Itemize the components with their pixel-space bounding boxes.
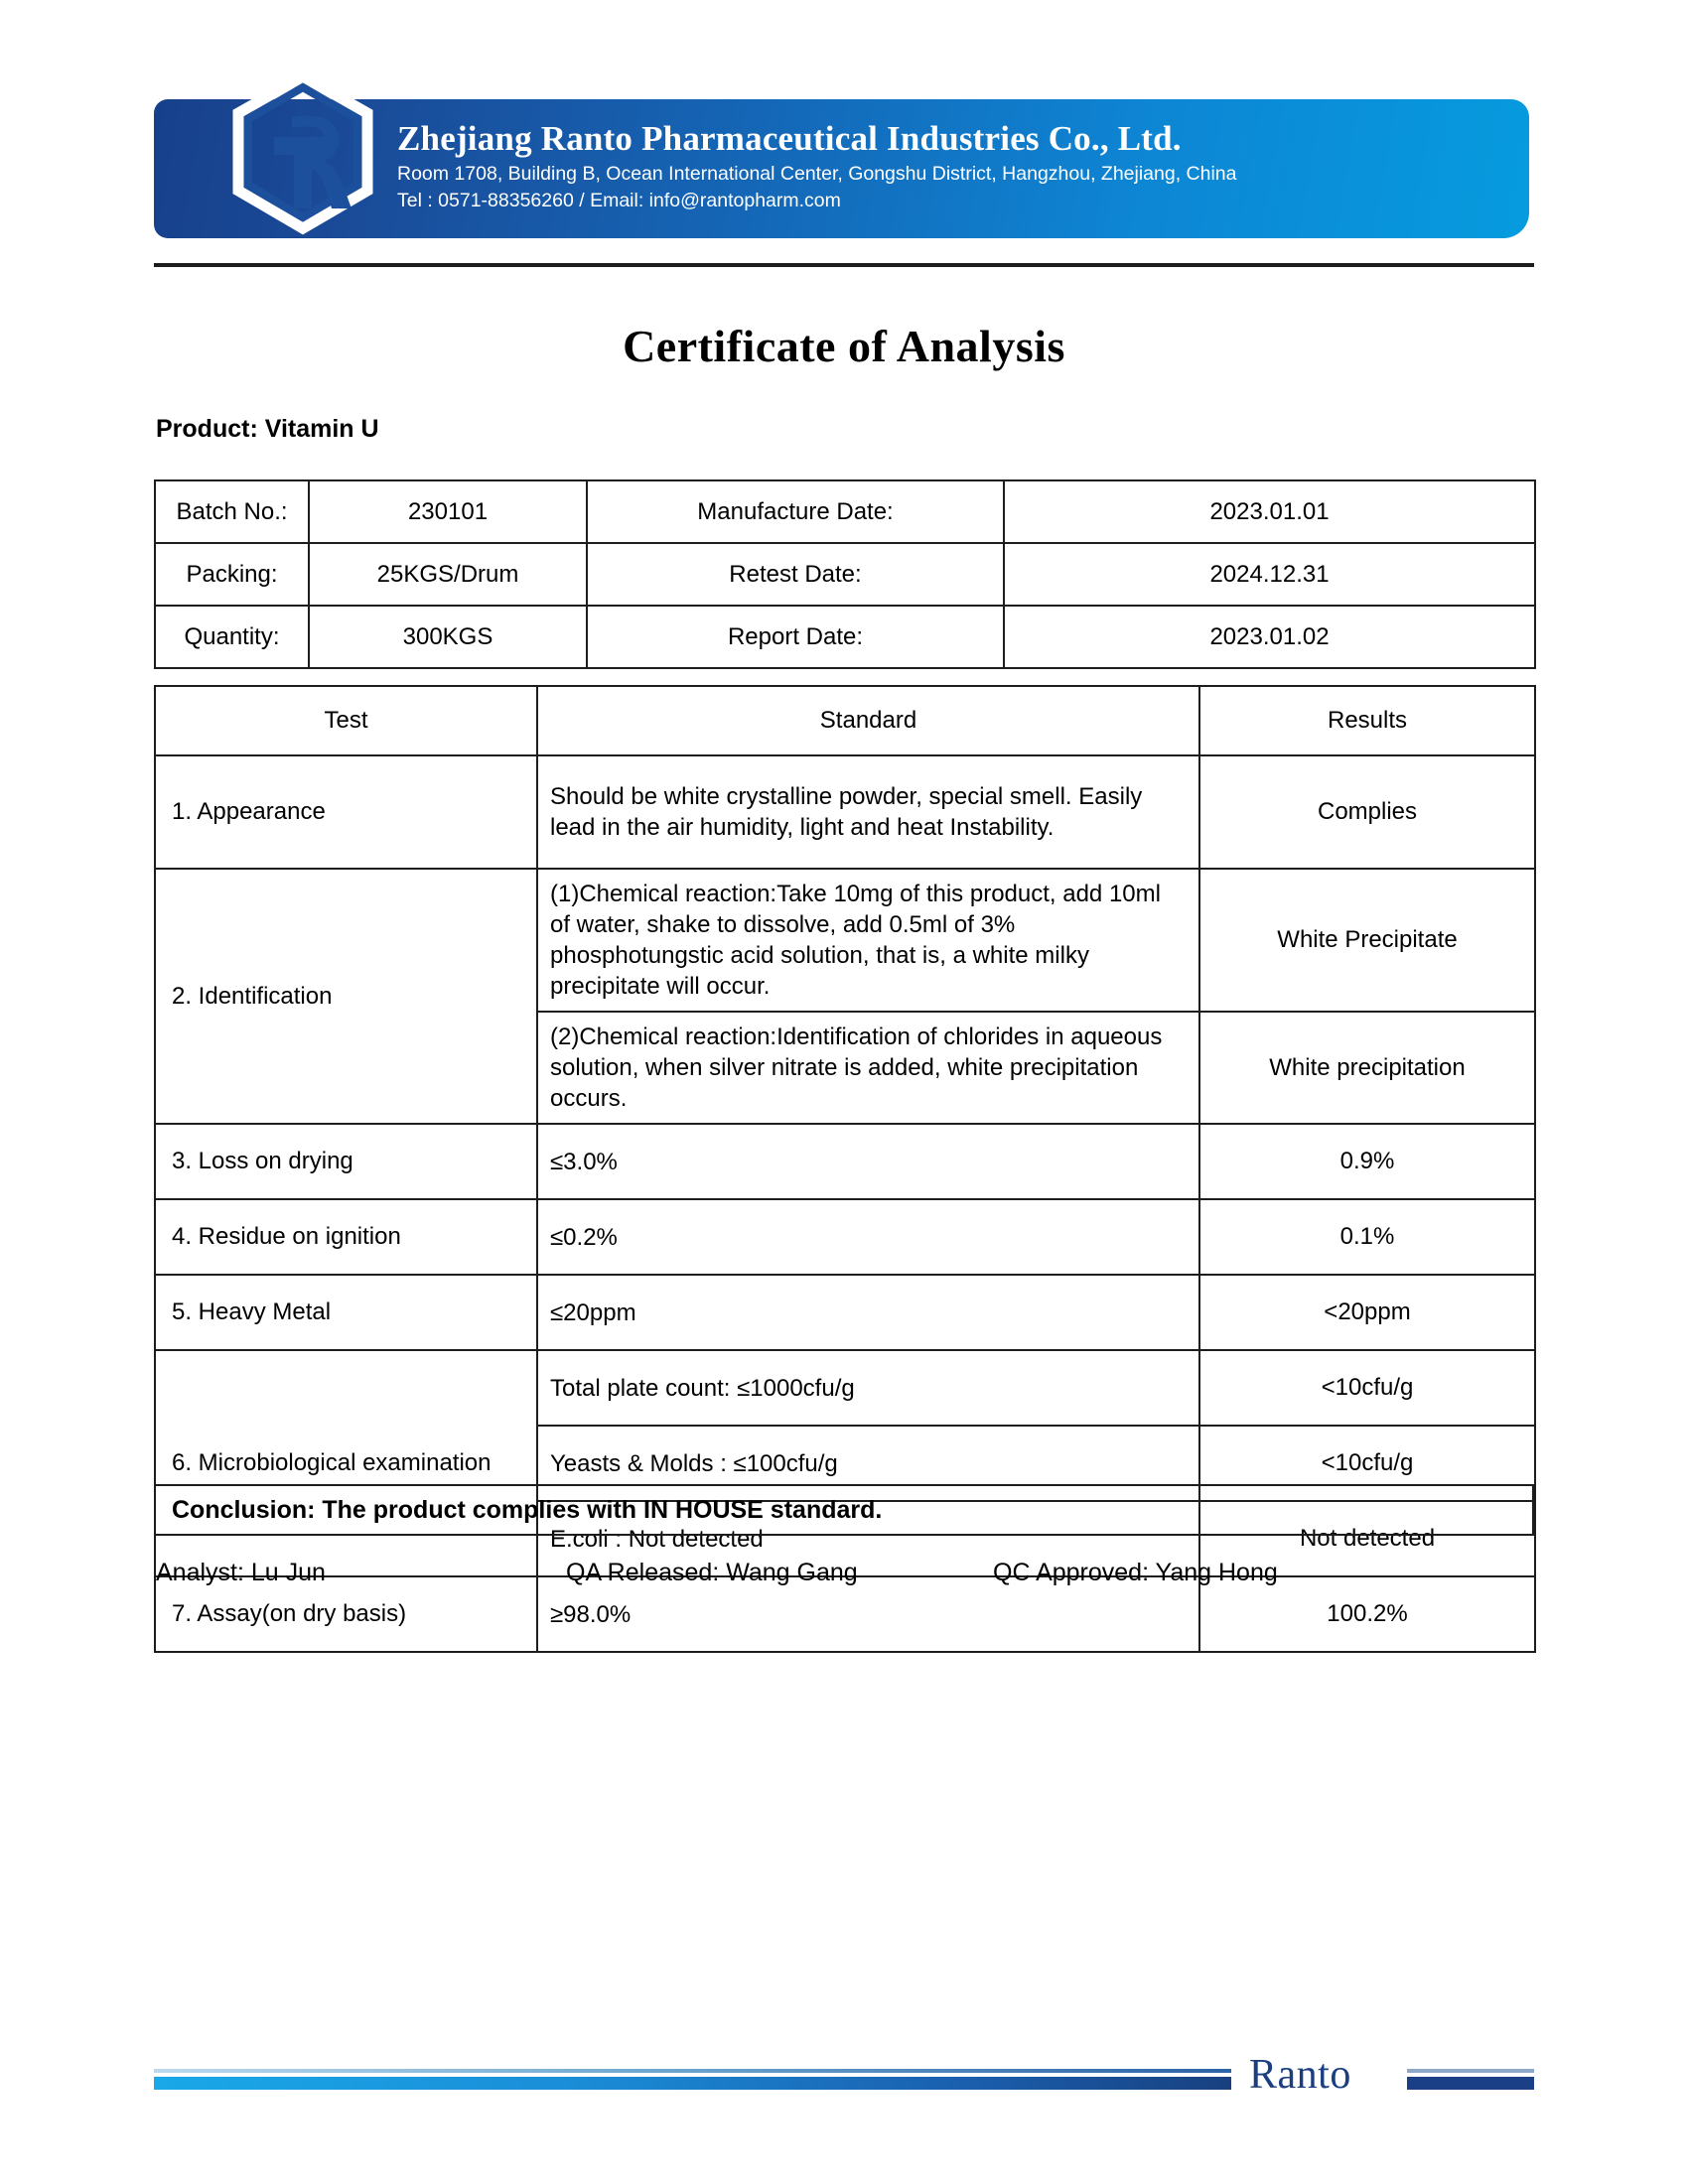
standard-yeasts-molds: Yeasts & Molds : ≤100cfu/g	[537, 1426, 1199, 1501]
conclusion-box: Conclusion: The product complies with IN HOUSE standard.	[154, 1484, 1534, 1536]
info-value-retest-date: 2024.12.31	[1004, 543, 1535, 606]
test-name-identification: 2. Identification	[155, 869, 537, 1124]
info-label-batch-no: Batch No.:	[155, 480, 309, 543]
footer-rule-thick-right	[1407, 2077, 1534, 2090]
qc-approved-signature: QC Approved: Yang Hong	[993, 1559, 1278, 1586]
result-identification-2: White precipitation	[1199, 1012, 1535, 1124]
info-label-quantity: Quantity:	[155, 606, 309, 668]
standard-identification-1: (1)Chemical reaction:Take 10mg of this product, add 10ml of water, shake to dissolve, add 0.5ml of 3% phosphotungstic acid solution, that is, a white milky precipitate will occur.	[537, 869, 1199, 1012]
table-row	[155, 869, 1535, 1012]
table-row	[155, 480, 1535, 543]
company-name: Zhejiang Ranto Pharmaceutical Industries Co., Ltd.	[397, 119, 1182, 158]
table-row	[155, 606, 1535, 668]
tr-monogram-logo-icon	[228, 71, 377, 252]
info-label-packing: Packing:	[155, 543, 309, 606]
result-loss-on-drying: 0.9%	[1199, 1124, 1535, 1199]
analyst-signature: Analyst: Lu Jun	[156, 1559, 326, 1586]
table-row	[155, 543, 1535, 606]
info-label-manufacture-date: Manufacture Date:	[587, 480, 1004, 543]
table-header-row	[155, 686, 1535, 755]
result-ecoli: Not detected	[1199, 1501, 1535, 1576]
footer-wordmark: Ranto	[1249, 2052, 1351, 2098]
company-contact: Tel : 0571-88356260 / Email: info@rantopharm.com	[397, 190, 841, 211]
qa-released-signature: QA Released: Wang Gang	[566, 1559, 858, 1586]
column-header-test: Test	[155, 686, 537, 755]
table-row	[155, 1199, 1535, 1275]
letterhead-text	[397, 117, 1489, 214]
standard-appearance: Should be white crystalline powder, special smell. Easily lead in the air humidity, light and heat Instability.	[537, 755, 1199, 869]
product-name: Product: Vitamin U	[156, 415, 379, 443]
batch-info-table	[154, 479, 1536, 669]
signature-row	[154, 1559, 1534, 1598]
footer	[154, 2052, 1534, 2115]
test-name-loss-on-drying: 3. Loss on drying	[155, 1124, 537, 1199]
test-name-heavy-metal: 5. Heavy Metal	[155, 1275, 537, 1350]
result-yeasts-molds: <10cfu/g	[1199, 1426, 1535, 1501]
column-header-standard: Standard	[537, 686, 1199, 755]
footer-rule-thick-left	[154, 2077, 1231, 2090]
info-label-retest-date: Retest Date:	[587, 543, 1004, 606]
standard-loss-on-drying: ≤3.0%	[537, 1124, 1199, 1199]
standard-assay: ≥98.0%	[537, 1576, 1199, 1652]
table-row	[155, 1275, 1535, 1350]
info-value-packing: 25KGS/Drum	[309, 543, 587, 606]
info-label-report-date: Report Date:	[587, 606, 1004, 668]
standard-total-plate-count: Total plate count: ≤1000cfu/g	[537, 1350, 1199, 1426]
letterhead	[154, 99, 1529, 238]
info-value-manufacture-date: 2023.01.01	[1004, 480, 1535, 543]
standard-residue-on-ignition: ≤0.2%	[537, 1199, 1199, 1275]
footer-rule-thin-left	[154, 2069, 1231, 2073]
column-header-results: Results	[1199, 686, 1535, 755]
company-address: Room 1708, Building B, Ocean International Center, Gongshu District, Hangzhou, Zhejiang, China	[397, 163, 1237, 185]
header-divider	[154, 263, 1534, 267]
result-appearance: Complies	[1199, 755, 1535, 869]
table-row	[155, 1350, 1535, 1426]
result-residue-on-ignition: 0.1%	[1199, 1199, 1535, 1275]
result-total-plate-count: <10cfu/g	[1199, 1350, 1535, 1426]
table-row	[155, 1124, 1535, 1199]
page-title: Certificate of Analysis	[623, 321, 1065, 371]
info-value-report-date: 2023.01.02	[1004, 606, 1535, 668]
test-name-residue-on-ignition: 4. Residue on ignition	[155, 1199, 537, 1275]
test-name-assay: 7. Assay(on dry basis)	[155, 1576, 537, 1652]
test-name-appearance: 1. Appearance	[155, 755, 537, 869]
info-value-quantity: 300KGS	[309, 606, 587, 668]
result-assay: 100.2%	[1199, 1576, 1535, 1652]
footer-rule-thin-right	[1407, 2069, 1534, 2073]
table-row	[155, 755, 1535, 869]
standard-identification-2: (2)Chemical reaction:Identification of chlorides in aqueous solution, when silver nitrate is added, white precipitation occurs.	[537, 1012, 1199, 1124]
info-value-batch-no: 230101	[309, 480, 587, 543]
standard-ecoli: E.coli : Not detected	[537, 1501, 1199, 1576]
result-identification-1: White Precipitate	[1199, 869, 1535, 1012]
standard-heavy-metal: ≤20ppm	[537, 1275, 1199, 1350]
result-heavy-metal: <20ppm	[1199, 1275, 1535, 1350]
test-name-microbiological-examination: 6. Microbiological examination	[155, 1350, 537, 1576]
